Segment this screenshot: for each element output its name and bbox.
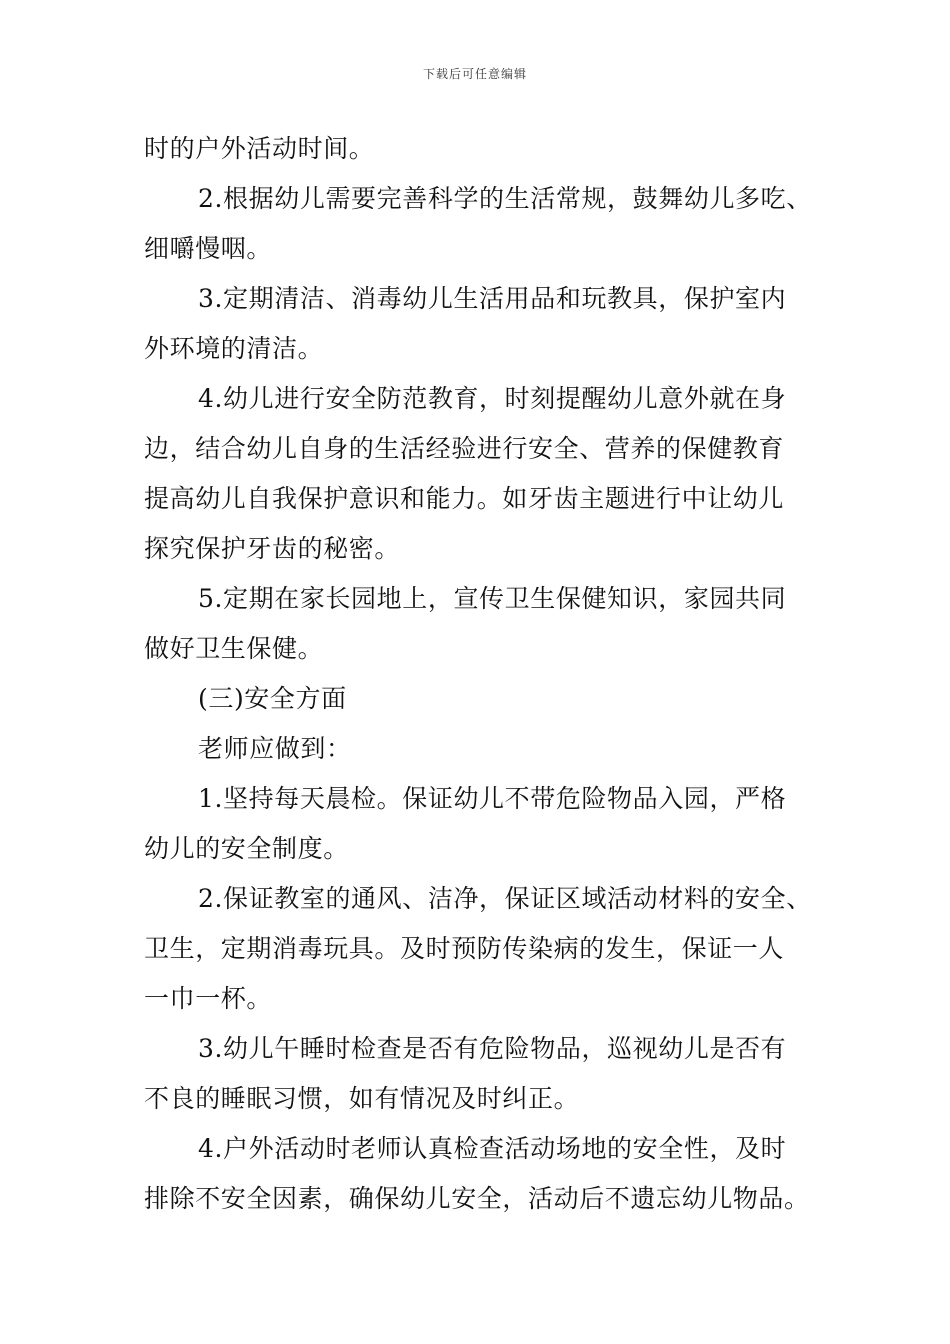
text-line: 2.根据幼儿需要完善科学的生活常规，鼓舞幼儿多吃、 (198, 184, 812, 213)
text-line: 一巾一杯。 (144, 984, 273, 1013)
document-body (144, 124, 824, 1224)
text-line: 做好卫生保健。 (144, 634, 324, 663)
text-line: 老师应做到： (198, 734, 352, 763)
text-line: 细嚼慢咽。 (144, 234, 273, 263)
text-line: 排除不安全因素，确保幼儿安全，活动后不遗忘幼儿物品。 (144, 1184, 810, 1213)
text-line: 外环境的清洁。 (144, 334, 324, 363)
text-line: 不良的睡眠习惯，如有情况及时纠正。 (144, 1084, 580, 1113)
text-line: 4.户外活动时老师认真检查活动场地的安全性，及时 (198, 1134, 787, 1163)
section-heading: (三)安全方面 (198, 684, 347, 713)
text-line: 提高幼儿自我保护意识和能力。如牙齿主题进行中让幼儿 (144, 484, 785, 513)
text-line: 4.幼儿进行安全防范教育，时刻提醒幼儿意外就在身 (198, 384, 787, 413)
text-line: 卫生，定期消毒玩具。及时预防传染病的发生，保证一人 (144, 934, 785, 963)
page-header: 下载后可任意编辑 (422, 67, 527, 81)
text-line: 时的户外活动时间。 (144, 134, 375, 163)
text-line: 1.坚持每天晨检。保证幼儿不带危险物品入园，严格 (198, 784, 787, 813)
text-line: 5.定期在家长园地上，宣传卫生保健知识，家园共同 (198, 584, 787, 613)
text-line: 3.幼儿午睡时检查是否有危险物品，巡视幼儿是否有 (198, 1034, 787, 1063)
text-line: 边，结合幼儿自身的生活经验进行安全、营养的保健教育 (144, 434, 785, 463)
text-line: 2.保证教室的通风、洁净，保证区域活动材料的安全、 (198, 884, 812, 913)
text-line: 探究保护牙齿的秘密。 (144, 534, 401, 563)
text-line: 幼儿的安全制度。 (144, 834, 349, 863)
text-line: 3.定期清洁、消毒幼儿生活用品和玩教具，保护室内 (198, 284, 787, 313)
